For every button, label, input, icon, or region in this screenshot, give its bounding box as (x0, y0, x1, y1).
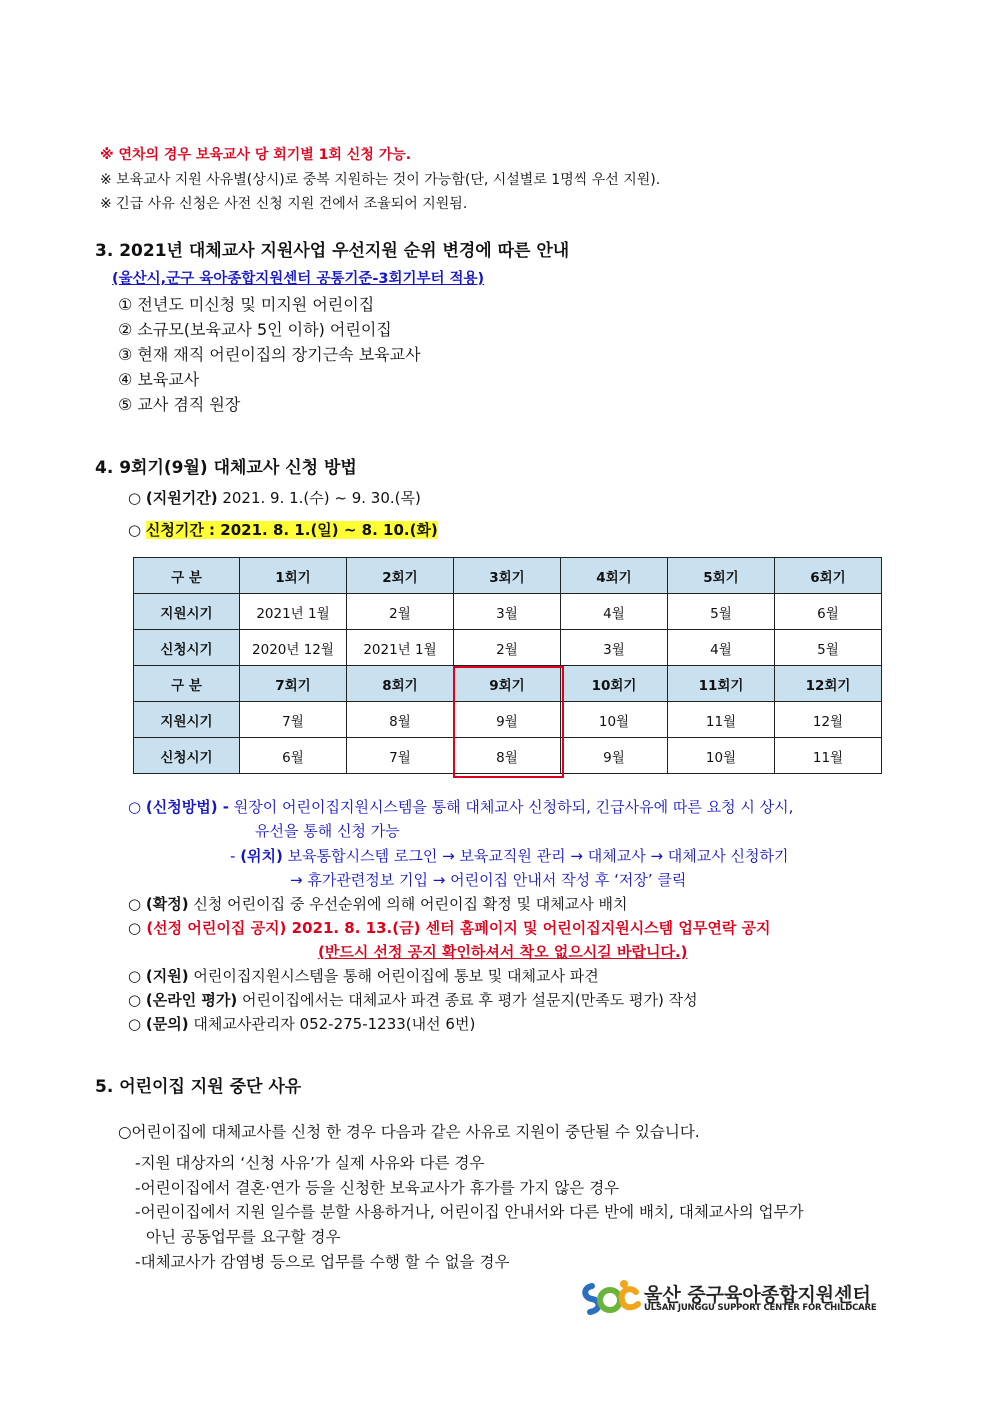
center-logo-icon (578, 1278, 642, 1318)
priority-item-1: ① 전년도 미신청 및 미지원 어린이집 (118, 295, 375, 314)
table-cell: 3월 (561, 630, 668, 666)
table-cell: 8월 (454, 738, 561, 774)
support-line (128, 965, 599, 986)
table-cell: 9월 (561, 738, 668, 774)
method-line-1 (128, 796, 793, 817)
table-cell: 8월 (347, 702, 454, 738)
stop-reason-2: -어린이집에서 결혼·연가 등을 신청한 보육교사가 휴가를 가지 않은 경우 (135, 1179, 620, 1197)
priority-item-5: ⑤ 교사 겸직 원장 (118, 395, 241, 414)
section3-subtitle: (울산시,군구 육아종합지원센터 공통기준-3회기부터 적용) (112, 271, 485, 287)
row-label: 지원시기 (134, 594, 240, 630)
table-cell: 7월 (240, 702, 347, 738)
table-cell: 3월 (454, 594, 561, 630)
table-cell: 7월 (347, 738, 454, 774)
notice-warning: (반드시 선정 공지 확인하셔서 착오 없으시길 바랍니다.) (318, 943, 688, 961)
notice-text: 2021. 8. 13.(금) 센터 홈페이지 및 어린이집지원시스템 업무연락 공지 (286, 919, 771, 937)
confirm-line (128, 893, 628, 914)
location-label: (위치) (240, 847, 283, 865)
bullet-icon: ○ (128, 1015, 142, 1033)
row-label: 지원시기 (134, 702, 240, 738)
location-text-1: 보육통합시스템 로그인 → 보육교직원 관리 → 대체교사 → 대체교사 신청하기 (282, 847, 789, 865)
contact-label: (문의) (145, 1015, 189, 1033)
stop-reason-4: -대체교사가 감염병 등으로 업무를 수행 할 수 없을 경우 (135, 1253, 510, 1271)
table-cell: 4월 (561, 594, 668, 630)
bullet-icon: ○ (128, 919, 142, 937)
table-cell: 4월 (668, 630, 775, 666)
stop-reason-1: -지원 대상자의 ‘신청 사유’가 실제 사유와 다른 경우 (135, 1154, 485, 1172)
support-period-value: 2021. 9. 1.(수) ~ 9. 30.(목) (217, 489, 421, 507)
eval-line (128, 989, 698, 1010)
stop-reason-3-cont: 아닌 공동업무를 요구할 경우 (146, 1228, 341, 1246)
table-cell: 12월 (775, 702, 882, 738)
bullet-icon: ○ (128, 895, 142, 913)
section5-title: 5. 어린이집 지원 중단 사유 (95, 1077, 302, 1097)
apply-period (128, 519, 438, 540)
location-line-1 (230, 845, 789, 866)
table-row (134, 630, 882, 666)
support-text: 어린이집지원시스템을 통해 어린이집에 통보 및 대체교사 파견 (188, 967, 599, 985)
notice-label: (선정 어린이집 공지) (146, 919, 287, 937)
table-cell: 11월 (775, 738, 882, 774)
confirm-label: (확정) (145, 895, 189, 913)
table-header-cell: 구 분 (134, 666, 240, 702)
note-emergency: ※ 긴급 사유 신청은 사전 신청 지원 건에서 조율되어 지원됨. (100, 196, 468, 212)
note-duplicate-support: ※ 보육교사 지원 사유별(상시)로 중복 지원하는 것이 가능함(단, 시설별로 1명씩 우선 지원). (100, 172, 661, 188)
current-round-highlight-box (453, 666, 564, 778)
apply-period-highlight: 신청기간 : 2021. 8. 1.(일) ~ 8. 10.(화) (145, 521, 438, 539)
priority-item-3: ③ 현재 재직 어린이집의 장기근속 보육교사 (118, 345, 421, 364)
bullet-icon: ○ (128, 521, 142, 539)
table-cell: 2021년 1월 (240, 594, 347, 630)
notice-line (128, 917, 771, 938)
table-header-cell: 3회기 (454, 558, 561, 594)
table-cell: 2021년 1월 (347, 630, 454, 666)
method-text-1: 원장이 어린이집지원시스템을 통해 대체교사 신청하되, 긴급사유에 따른 요청 시 상시, (229, 798, 794, 816)
note-annual-leave: ※ 연차의 경우 보육교사 당 회기별 1회 신청 가능. (100, 147, 412, 163)
table-cell: 10월 (561, 702, 668, 738)
table-cell: 5월 (775, 630, 882, 666)
support-period-label: (지원기간) (145, 489, 218, 507)
table-cell: 2월 (347, 594, 454, 630)
contact-line (128, 1013, 475, 1034)
table-header-cell: 구 분 (134, 558, 240, 594)
table-cell: 6월 (240, 738, 347, 774)
confirm-text: 신청 어린이집 중 우선순위에 의해 어린이집 확정 및 대체교사 배치 (188, 895, 628, 913)
table-cell: 6월 (775, 594, 882, 630)
table-header-cell: 12회기 (775, 666, 882, 702)
bullet-icon: ○ (128, 991, 142, 1009)
eval-text: 어린이집에서는 대체교사 파견 종료 후 평가 설문지(만족도 평가) 작성 (237, 991, 698, 1009)
bullet-icon: ○ (128, 489, 142, 507)
table-header-cell: 9회기 (454, 666, 561, 702)
method-text-2: 유선을 통해 신청 가능 (255, 822, 400, 840)
table-cell: 10월 (668, 738, 775, 774)
row-label: 신청시기 (134, 630, 240, 666)
priority-item-4: ④ 보육교사 (118, 370, 200, 389)
table-header-cell: 2회기 (347, 558, 454, 594)
table-row (134, 594, 882, 630)
table-cell: 2월 (454, 630, 561, 666)
table-header-cell: 5회기 (668, 558, 775, 594)
method-label: (신청방법) - (145, 798, 229, 816)
bullet-icon: ○ (128, 967, 142, 985)
support-label: (지원) (145, 967, 189, 985)
table-cell: 5월 (668, 594, 775, 630)
eval-label: (온라인 평가) (145, 991, 238, 1009)
table-header-cell: 1회기 (240, 558, 347, 594)
table-header-cell: 4회기 (561, 558, 668, 594)
location-text-2: → 휴가관련정보 기입 → 어린이집 안내서 작성 후 ‘저장’ 클릭 (290, 871, 687, 889)
table-cell: 2020년 12월 (240, 630, 347, 666)
section4-title: 4. 9회기(9월) 대체교사 신청 방법 (95, 458, 357, 478)
center-logo-name-en: ULSAN JUNGGU SUPPORT CENTER FOR CHILDCARE (644, 1303, 877, 1313)
table-cell: 9월 (454, 702, 561, 738)
table-header-row (134, 558, 882, 594)
table-header-cell: 7회기 (240, 666, 347, 702)
center-logo-name-ko: 울산 중구육아종합지원센터 (644, 1284, 871, 1306)
table-header-cell: 11회기 (668, 666, 775, 702)
contact-text: 대체교사관리자 052-275-1233(내선 6번) (188, 1015, 476, 1033)
table-header-cell: 8회기 (347, 666, 454, 702)
table-header-cell: 6회기 (775, 558, 882, 594)
row-label: 신청시기 (134, 738, 240, 774)
table-cell: 11월 (668, 702, 775, 738)
support-period (128, 487, 421, 508)
stop-reason-3: -어린이집에서 지원 일수를 분할 사용하거나, 어린이집 안내서와 다른 반에 배치, 대체교사의 업무가 (135, 1203, 804, 1221)
location-prefix: - (230, 847, 241, 865)
priority-item-2: ② 소규모(보육교사 5인 이하) 어린이집 (118, 320, 392, 339)
section3-title: 3. 2021년 대체교사 지원사업 우선지원 순위 변경에 따른 안내 (95, 241, 570, 261)
section5-intro: ○어린이집에 대체교사를 신청 한 경우 다음과 같은 사유로 지원이 중단될 수 있습니다. (118, 1123, 700, 1141)
table-header-cell: 10회기 (561, 666, 668, 702)
center-logo (578, 1278, 888, 1318)
bullet-icon: ○ (128, 798, 142, 816)
